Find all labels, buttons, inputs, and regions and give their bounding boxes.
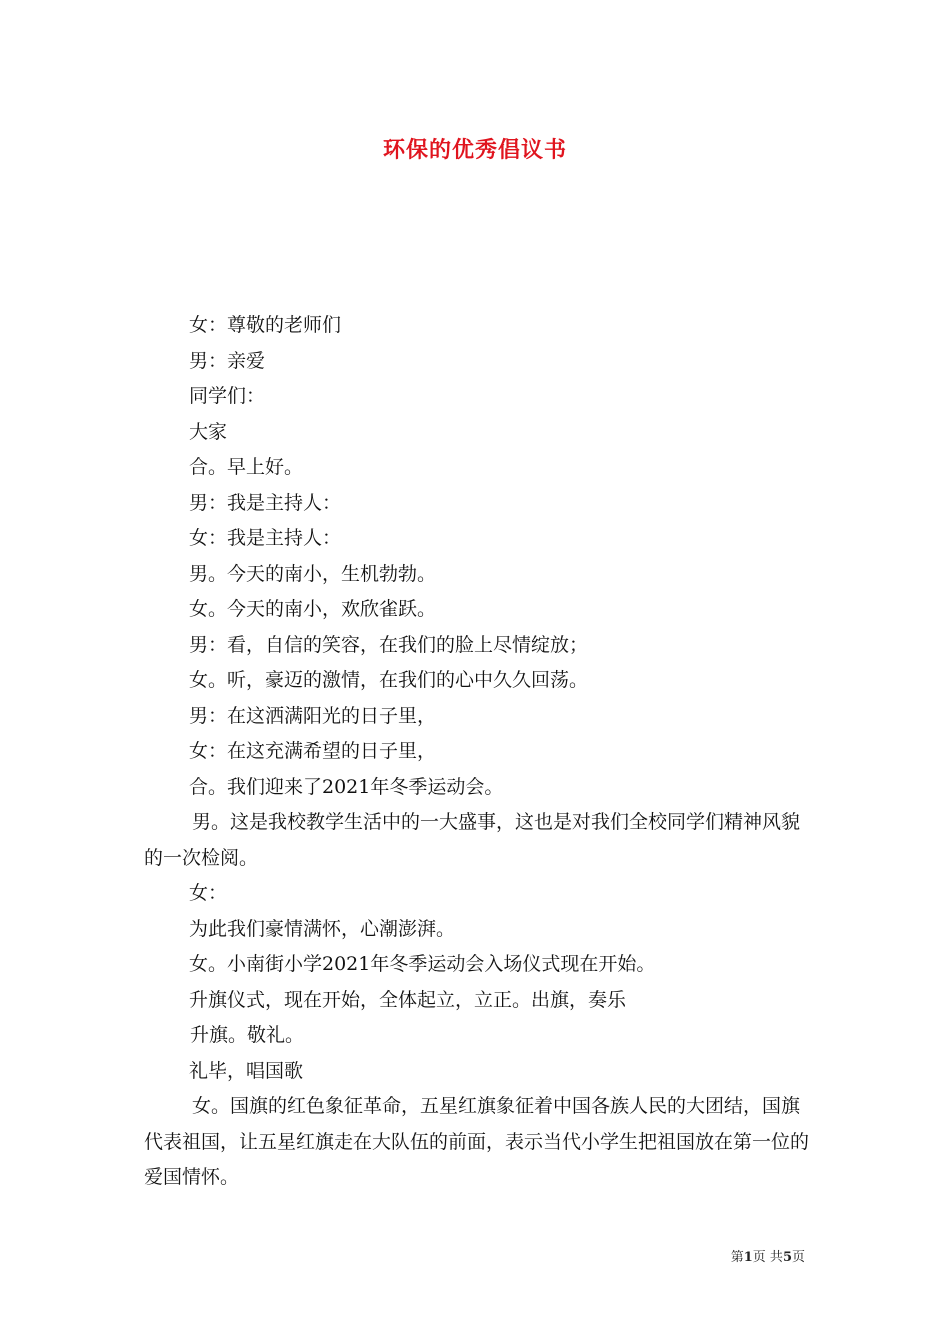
paragraph-line: 男。今天的南小，生机勃勃。 — [189, 562, 437, 585]
paragraph-line: 礼毕，唱国歌 — [189, 1059, 304, 1082]
paragraph-line: 女：尊敬的老师们 — [189, 314, 342, 336]
paragraph-line: 女。今天的南小，欢欣雀跃。 — [189, 598, 437, 620]
paragraph-line: 女：在这充满希望的日子里， — [189, 740, 437, 762]
current-page-number: 1 — [743, 1250, 753, 1265]
footer-suffix: 页 — [791, 1250, 805, 1265]
paragraph-line: 男：亲爱 — [189, 349, 266, 372]
paragraph-line: 大家 — [189, 420, 228, 443]
page-footer — [731, 1246, 805, 1265]
paragraph-line: 升旗。敬礼。 — [190, 1024, 305, 1046]
paragraph-line: 升旗仪式，现在开始，全体起立，立正。出旗，奏乐 — [189, 988, 627, 1011]
paragraph-line: 女：我是主持人： — [189, 527, 342, 549]
footer-middle: 页 共 — [752, 1250, 783, 1265]
paragraph-line: 女。小南街小学2021年冬季运动会入场仪式现在开始。 — [189, 953, 656, 975]
document-body — [144, 308, 810, 1196]
paragraph-line: 男：我是主持人： — [189, 491, 342, 514]
paragraph-line: 合。早上好。 — [189, 456, 304, 478]
paragraph-wrapped: 男。这是我校教学生活中的一大盛事，这也是对我们全校同学们精神风貌的一次检阅。 — [144, 811, 801, 869]
paragraph-line: 合。我们迎来了2021年冬季运动会。 — [189, 775, 504, 798]
paragraph-line: 女。听，豪迈的激情，在我们的心中久久回荡。 — [189, 669, 589, 691]
total-page-number: 5 — [782, 1250, 792, 1265]
paragraph-line: 女： — [189, 882, 228, 904]
paragraph-line: 男：在这洒满阳光的日子里， — [189, 704, 437, 727]
paragraph-wrapped: 女。国旗的红色象征革命，五星红旗象征着中国各族人民的大团结，国旗代表祖国，让五星红旗走在大队伍的前面，表示当代小学生把祖国放在第一位的爱国情怀。 — [144, 1095, 810, 1188]
document-title: 环保的优秀倡议书 — [382, 137, 567, 163]
footer-prefix: 第 — [730, 1250, 744, 1265]
paragraph-line: 男：看，自信的笑容，在我们的脸上尽情绽放； — [189, 633, 589, 656]
paragraph-line: 同学们： — [189, 385, 266, 407]
paragraph-line: 为此我们豪情满怀，心潮澎湃。 — [189, 917, 456, 940]
